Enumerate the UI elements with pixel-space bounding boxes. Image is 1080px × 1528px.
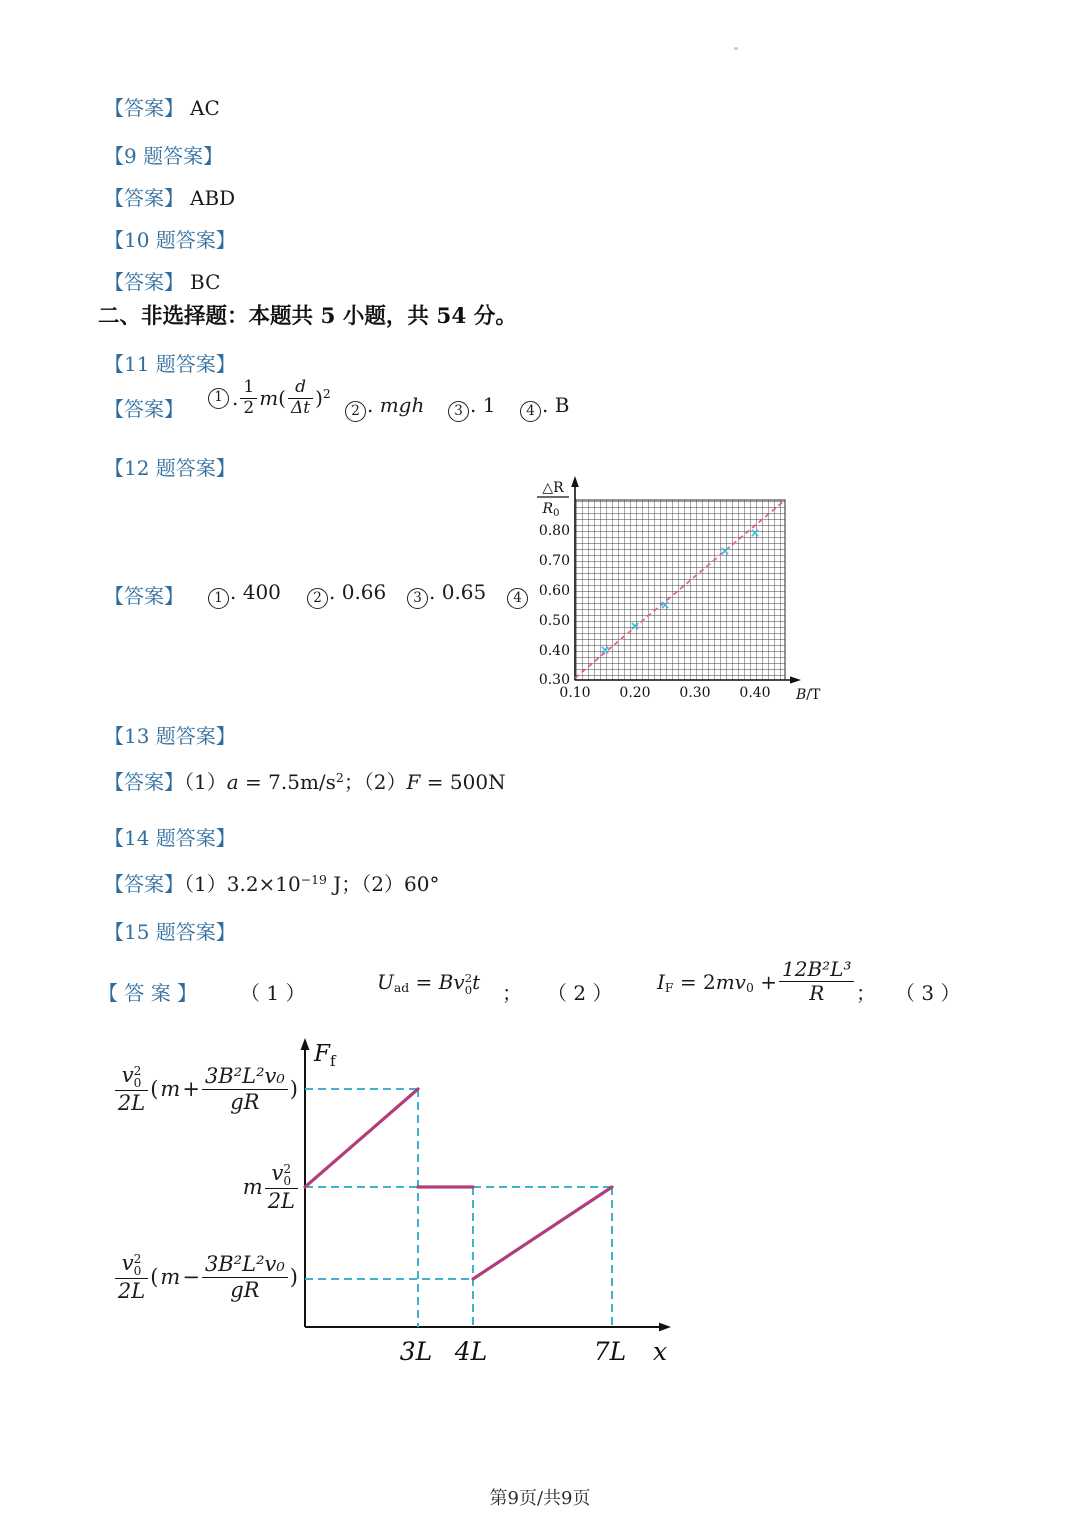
x-tick: 0.10 xyxy=(559,685,591,701)
circled-number: 2 xyxy=(307,588,328,609)
print-artifact-dot xyxy=(734,47,738,50)
answer-line-q14: 【答案】$(1)3.2\times 10^{-19}$ J；（2）60° xyxy=(104,872,440,896)
x-tick: 4L xyxy=(454,1337,488,1366)
fraction-3B2L2v0-over-gR: $\frac{\text{3B²L²v₀}}{gR}$ xyxy=(202,1252,288,1301)
fraction-v02-over-2L: v 2 0 2L xyxy=(115,1063,148,1115)
y-tick: 0.30 xyxy=(538,672,570,688)
y-axis-title: $F_f$ xyxy=(314,1041,336,1070)
page-number: 第9页/共9页 xyxy=(489,1488,591,1509)
y-tick: 0.60 xyxy=(538,583,570,599)
question-heading-q12: 【12 题答案】 xyxy=(104,456,236,480)
force-curve xyxy=(305,1089,612,1279)
answer-value: BC xyxy=(190,270,221,294)
question-heading-q11: 【11 题答案】 xyxy=(104,352,236,376)
q15-semicolon: ； xyxy=(502,981,522,1005)
chart2-level-label-bottom: v 2 0 2L ( m − $\frac{\text{3B²L²v₀}}{gR}$ ) xyxy=(86,1245,298,1309)
chart-Ff-vs-x xyxy=(300,1035,680,1380)
answer-label: 【答案】 xyxy=(104,96,184,120)
answer-label-q15: 【 答 案 】 xyxy=(98,981,198,1005)
q12-blank2: 2 . 0.66 xyxy=(307,580,386,609)
q15-part3-marker: （ 3 ） xyxy=(895,981,961,1005)
x-tick: 7L xyxy=(593,1337,627,1366)
q12-blank1: 1 . 400 xyxy=(208,580,281,609)
dashed-guides xyxy=(305,1089,612,1327)
circled-number: 1 xyxy=(208,588,229,609)
q11-blank1: 1 . $\frac{1}{2}$ m( $\frac{d}{\Delta t}$ )$^2$ xyxy=(208,378,331,418)
q12-blank3: 3 . 0.65 xyxy=(407,580,486,609)
x-tick: 0.40 xyxy=(739,685,771,701)
answer-line-q9 xyxy=(104,182,235,211)
x-axis-title: x xyxy=(652,1337,668,1366)
circled-number: 1 xyxy=(208,388,229,409)
y-tick: 0.40 xyxy=(538,643,570,659)
x-tick: 3L xyxy=(399,1337,433,1366)
section-title: 二、非选择题：本题共 5 小题，共 54 分。 xyxy=(98,304,517,329)
q11-blank4: 4 . B xyxy=(520,393,569,422)
q15-formula-Uad: $U_{ad} = Bv$ 2 0 t xyxy=(377,970,481,997)
q11-blank2: 2 . mgh xyxy=(345,393,424,422)
answer-line-q8 xyxy=(104,92,220,121)
x-tick: 0.30 xyxy=(679,685,711,701)
question-heading-q13: 【13 题答案】 xyxy=(104,724,236,748)
x-axis-title: B/T xyxy=(796,687,821,703)
y-tick: 0.80 xyxy=(538,523,570,539)
question-heading-q15: 【15 题答案】 xyxy=(104,920,236,944)
question-heading-q14: 【14 题答案】 xyxy=(104,826,236,850)
fraction-12B2L3-over-R: $\frac{\text{12B²L³}}{R}$ xyxy=(779,958,854,1005)
x-tick-labels xyxy=(400,1337,667,1366)
q15-part1-marker: （ 1 ） xyxy=(240,981,306,1005)
circled-number: 4 xyxy=(520,401,541,422)
fraction-v02-over-2L: v 2 0 2L xyxy=(115,1251,148,1303)
circled-number: 3 xyxy=(407,588,428,609)
q11-blank3: 3 . 1 xyxy=(448,393,495,422)
chart2-level-label-mid: m v 2 0 2L xyxy=(86,1155,298,1219)
circled-number: 3 xyxy=(448,401,469,422)
chart-deltaR-vs-B xyxy=(528,471,838,711)
question-heading-q10: 【10 题答案】 xyxy=(104,228,236,252)
answer-value: ABD xyxy=(190,186,236,210)
fraction-d-over-dt: $\frac{d}{\Delta t}$ xyxy=(288,378,313,418)
fraction-v02-over-2L: v 2 0 2L xyxy=(265,1161,298,1213)
answer-label-q11: 【答案】 xyxy=(104,397,184,421)
circled-number: 4 xyxy=(507,588,528,609)
q15-formula-IF: $I_F = 2mv_0$ + $\frac{\text{12B²L³}}{R}$ xyxy=(657,958,854,1005)
fraction-3B2L2v0-over-gR: $\frac{\text{3B²L²v₀}}{gR}$ xyxy=(202,1064,288,1113)
answer-label: 【答案】 xyxy=(104,770,184,794)
y-tick: 0.70 xyxy=(538,553,570,569)
fraction-one-half: $\frac{1}{2}$ xyxy=(240,378,257,418)
answer-label: 【答案】 xyxy=(104,186,184,210)
y-axis-arrow xyxy=(301,1038,310,1050)
answer-line-q13: 【答案】$(1)a = 7.5m/s^2$；（2）F = 500N xyxy=(104,770,506,794)
x-axis-arrow xyxy=(659,1323,671,1332)
circled-number: 2 xyxy=(345,401,366,422)
answer-value: AC xyxy=(190,96,220,120)
answer-label: 【答案】 xyxy=(104,270,184,294)
chart2-level-label-top: v 2 0 2L ( m + $\frac{\text{3B²L²v₀}}{gR}$ ) xyxy=(86,1057,298,1121)
q15-part2-marker: （ 2 ） xyxy=(547,981,613,1005)
question-heading-q9: 【9 题答案】 xyxy=(104,144,224,168)
answer-label: 【答案】 xyxy=(104,872,184,896)
x-tick: 0.20 xyxy=(619,685,651,701)
q15-semicolon2: ； xyxy=(856,981,876,1005)
answer-label-q12: 【答案】 xyxy=(104,584,184,608)
svg-text:△R: △R xyxy=(542,480,564,496)
y-tick: 0.50 xyxy=(538,613,570,629)
svg-text:R0: $R_0$ xyxy=(542,501,560,519)
answer-line-q10 xyxy=(104,266,220,295)
